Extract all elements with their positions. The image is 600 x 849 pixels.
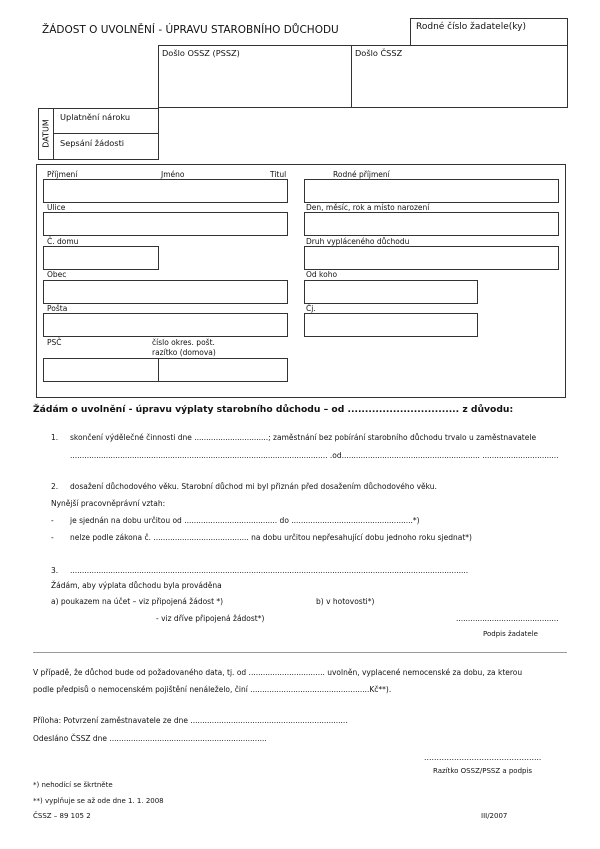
birth-surname-label: Rodné příjmení: [333, 170, 390, 179]
item3-dots[interactable]: .......................................................................................................................................................................: [70, 566, 469, 575]
city-field[interactable]: [43, 280, 288, 304]
pension-type-field[interactable]: [304, 246, 559, 270]
form-title: ŽÁDOST O UVOLNĚNÍ - ÚPRAVU STAROBNÍHO DŮCHODU: [42, 24, 339, 36]
signature-label: Podpis žadatele: [483, 630, 538, 638]
birth-date-place-label: Den, měsíc, rok a místo narození: [306, 203, 430, 212]
claim-date-label: Uplatnění nároku: [60, 112, 131, 122]
birth-date-place-field[interactable]: [304, 212, 559, 236]
form-version: III/2007: [481, 812, 508, 820]
item2-law-line[interactable]: nelze podle zákona č. ........................................ na dobu určitou nepřesahující dobu jednoho roku sjednat*): [70, 533, 472, 542]
received-cssz-label: Došlo ČSSZ: [355, 48, 403, 58]
reference-number-label: Čj.: [306, 304, 316, 313]
reference-number-field[interactable]: [304, 313, 478, 337]
from-whom-label: Od koho: [306, 270, 338, 279]
date-block: [38, 108, 159, 160]
first-name-label: Jméno: [161, 170, 185, 179]
from-whom-field[interactable]: [304, 280, 478, 304]
pension-type-label: Druh vypláceného důchodu: [306, 237, 410, 246]
title-label: Titul: [270, 170, 287, 179]
stamp-dots[interactable]: ………………………………………..: [424, 753, 542, 762]
sickness-paragraph-line1: V případě, že důchod bude od požadovaného data, tj. od ................................ uvolněn, vyplacené nemocenské za dobu, za kterou: [33, 668, 523, 677]
item1-line2[interactable]: ............................................................................................................ .od.......................................................... ................................: [70, 451, 559, 460]
birth-surname-field[interactable]: [304, 179, 559, 203]
received-cssz-box[interactable]: [351, 45, 568, 108]
date-vertical-label: DATUM: [41, 119, 51, 148]
received-ossz-box[interactable]: [158, 45, 352, 108]
birth-number-box[interactable]: [410, 18, 568, 46]
sickness-paragraph-line2: podle předpisů o nemocenském pojištění nenáleželo, činí ..................................................Kč**).: [33, 685, 392, 694]
house-number-label: Č. domu: [47, 237, 79, 246]
district-stamp-label-2: razítko (domova): [152, 348, 216, 357]
birth-number-label: Rodné číslo žadatele(ky): [416, 22, 526, 32]
district-stamp-field[interactable]: [158, 358, 288, 382]
postcode-field[interactable]: [43, 358, 159, 382]
item2-relation-heading: Nynější pracovněprávní vztah:: [51, 499, 166, 508]
signature-dots[interactable]: ...........................................: [456, 614, 559, 623]
item1-number: 1.: [51, 433, 59, 442]
footnote-strike: *) nehodící se škrtněte: [33, 781, 113, 789]
street-label: Ulice: [47, 203, 66, 212]
street-field[interactable]: [43, 212, 288, 236]
item2-number: 2.: [51, 482, 59, 491]
post-office-field[interactable]: [43, 313, 288, 337]
house-number-field[interactable]: [43, 246, 159, 270]
item3-number: 3.: [51, 566, 59, 575]
city-label: Obec: [47, 270, 67, 279]
surname-field[interactable]: [43, 179, 288, 203]
attachment-line[interactable]: Příloha: Potvrzení zaměstnavatele ze dne ..................................................................: [33, 716, 348, 725]
postcode-label: PSČ: [47, 338, 62, 347]
item1-text: skončení výdělečné činnosti dne ...............................; zaměstnání bez pobírání starobního důchodu trvalo u zaměstnavatele: [70, 433, 537, 442]
payment-option-account[interactable]: a) poukazem na účet – viz připojená žádost *): [51, 597, 224, 606]
received-ossz-label: Došlo OSSZ (PSSZ): [162, 48, 240, 58]
payment-option-previous[interactable]: - viz dříve připojená žádost*): [156, 614, 265, 623]
item2-text: dosažení důchodového věku. Starobní důchod mi byl přiznán před dosažením důchodového věku.: [70, 482, 437, 491]
stamp-label: Razítko OSSZ/PSSZ a podpis: [433, 767, 533, 775]
footnote-date: **) vyplňuje se až ode dne 1. 1. 2008: [33, 797, 164, 805]
application-date-label: Sepsání žádosti: [60, 138, 125, 148]
main-request-heading: Žádám o uvolnění - úpravu výplaty starobního důchodu – od ................................ z důvodu:: [33, 404, 514, 415]
item2-dash-2: -: [51, 533, 54, 542]
item2-fixed-term[interactable]: je sjednán na dobu určitou od ....................................... do ...................................................*): [70, 516, 420, 525]
payment-option-cash[interactable]: b) v hotovosti*): [316, 597, 375, 606]
section-divider: [33, 652, 567, 653]
surname-label: Příjmení: [47, 170, 78, 179]
payment-method-heading: Žádám, aby výplata důchodu byla prováděna: [51, 581, 222, 590]
form-code: ČSSZ – 89 105 2: [33, 812, 91, 820]
sent-cssz-line[interactable]: Odesláno ČSSZ dne ..................................................................: [33, 734, 267, 743]
post-office-label: Pošta: [47, 304, 68, 313]
district-stamp-label-1: číslo okres. pošt.: [152, 338, 215, 347]
item2-dash-1: -: [51, 516, 54, 525]
